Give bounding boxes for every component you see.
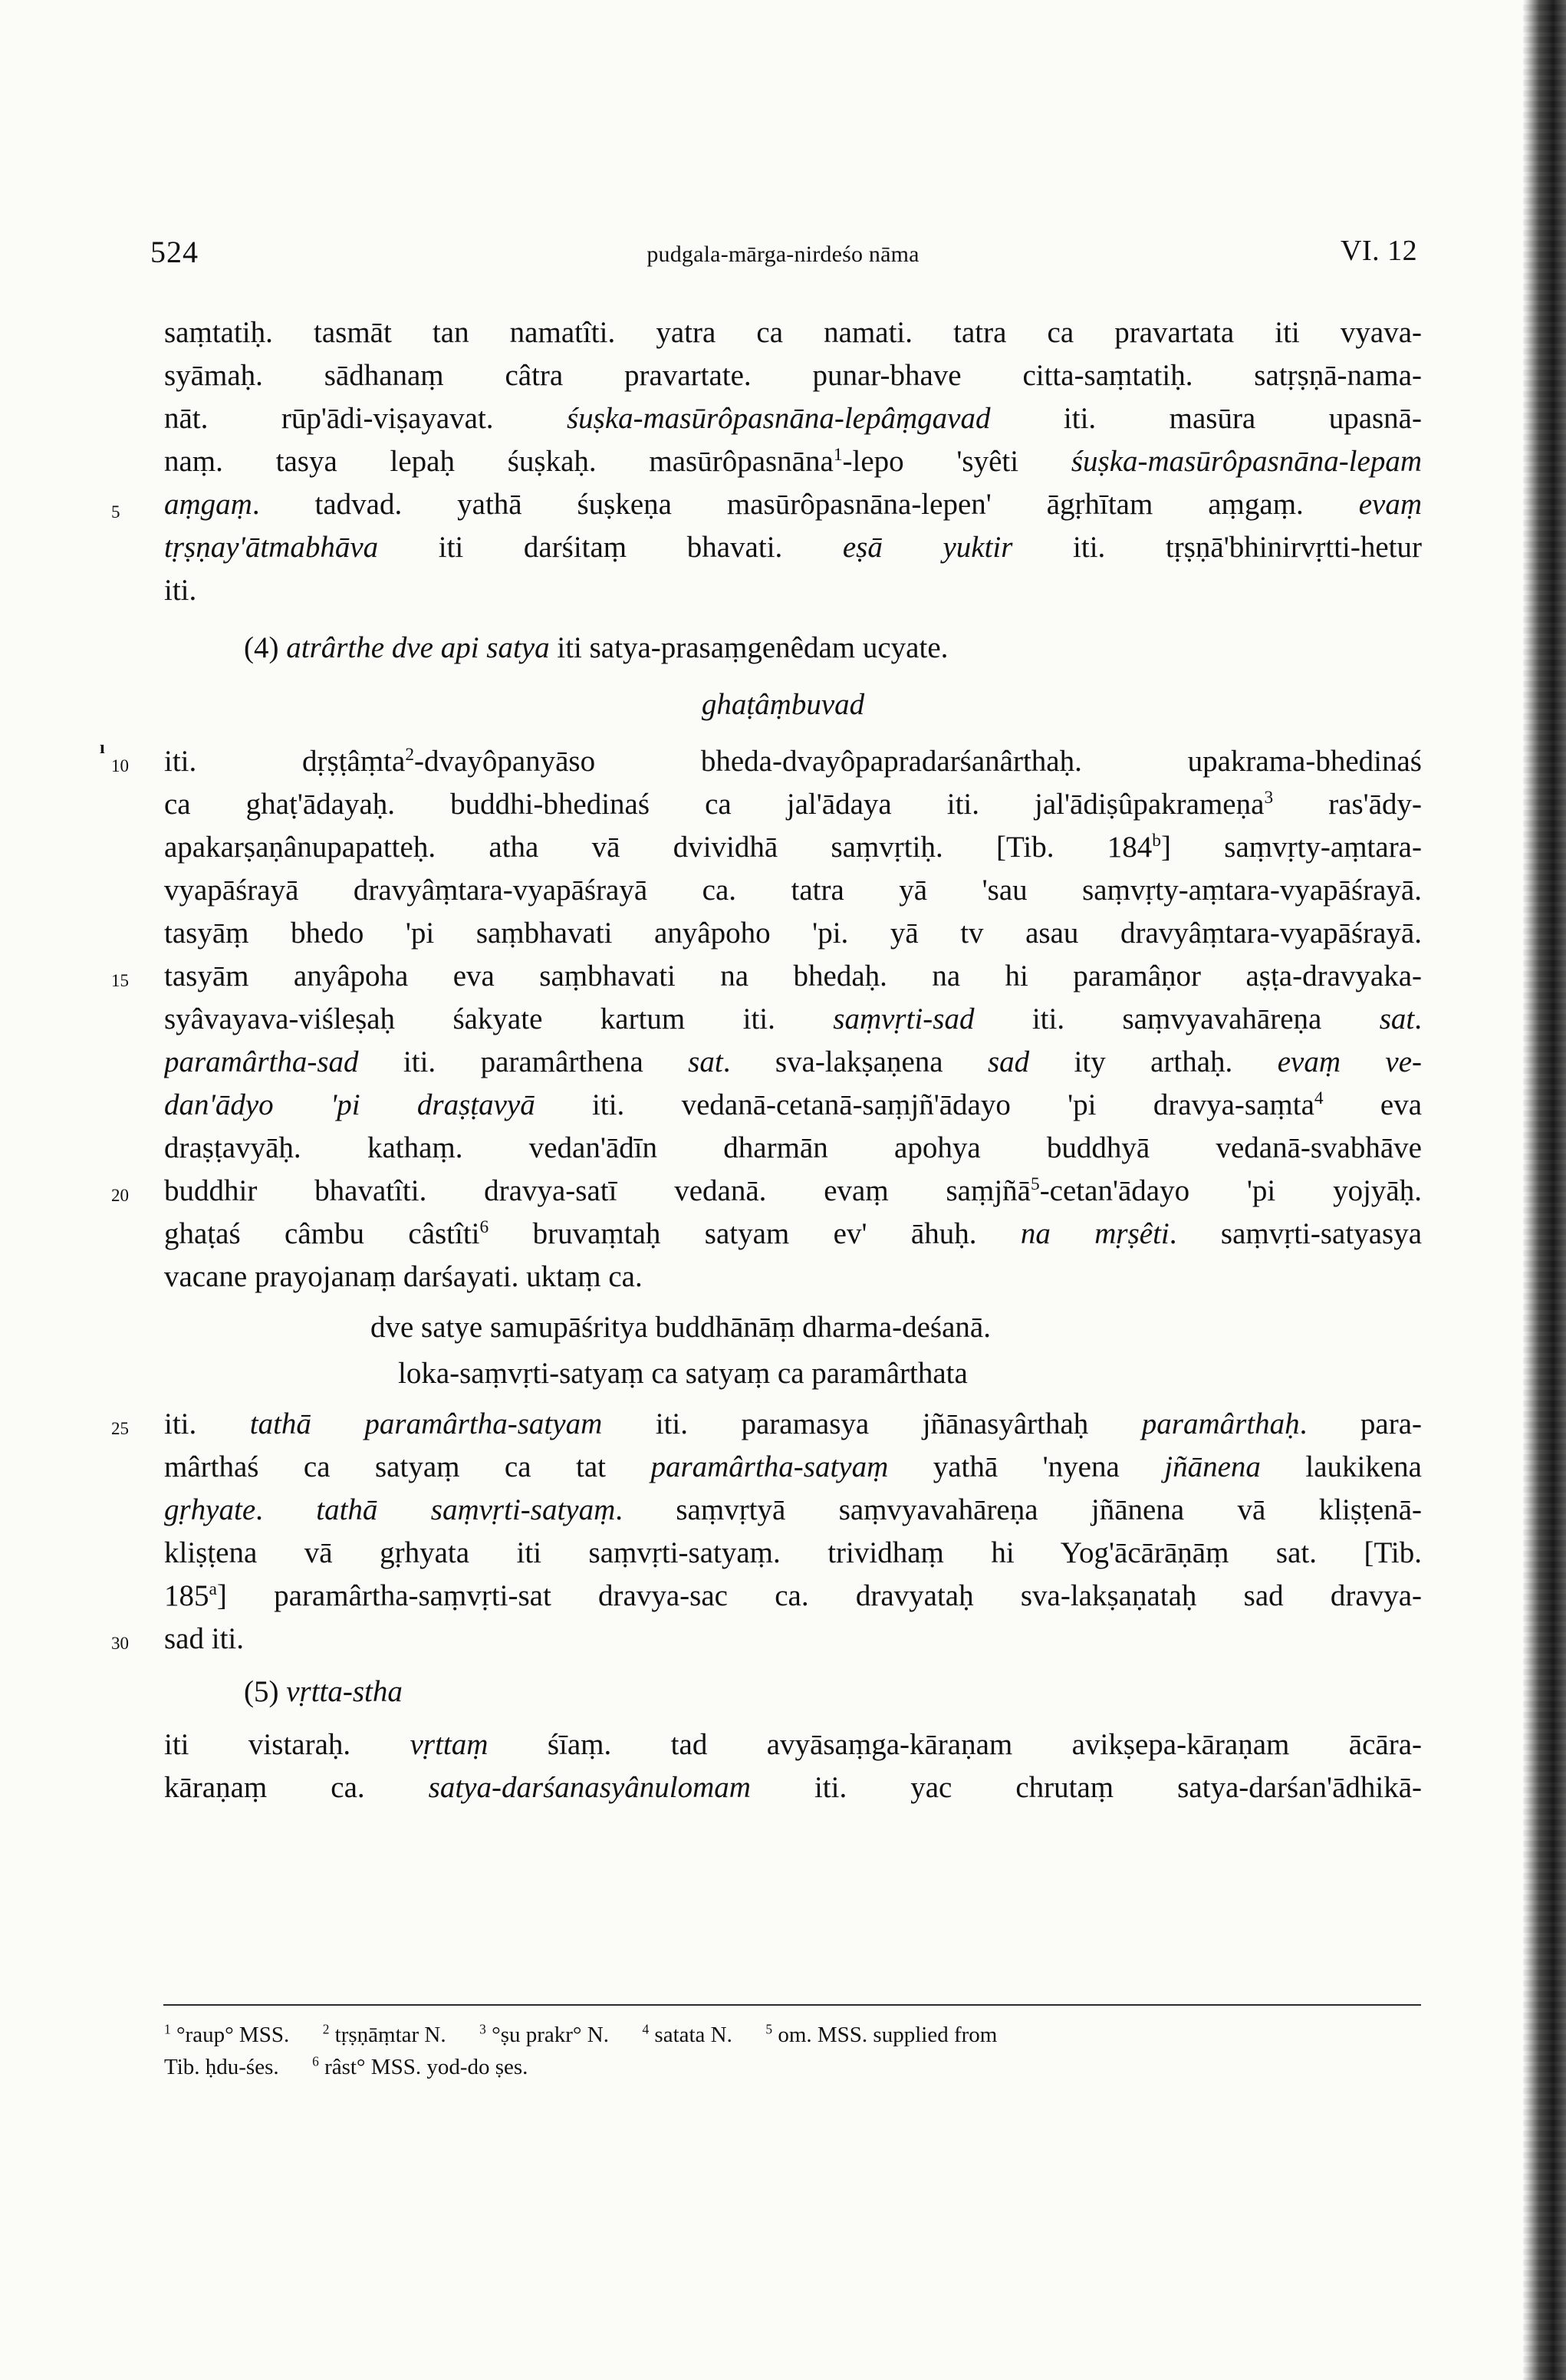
- text-line: ca ghaṭ'ādayaḥ. buddhi-bhedinaś ca jal'ādaya iti. jal'ādiṣûpakrameṇa$^3$ ras'ādy-: [164, 788, 1422, 821]
- line-number: 20: [111, 1186, 129, 1205]
- text-line: saṃtatiḥ. tasmāt tan namatîti. yatra ca namati. tatra ca pravartata iti vyava-: [164, 316, 1422, 349]
- verse-line: loka-saṃvṛti-satyaṃ ca satyaṃ ca paramârthata: [398, 1357, 968, 1390]
- text-line: syâvayava-viśleṣaḥ śakyate kartum iti. saṃvṛti-sad iti. saṃvyavahāreṇa sat.: [164, 1002, 1422, 1035]
- text-line: ghaṭaś câmbu câstîti$^6$ bruvaṃtaḥ satyam ev' āhuḥ. na mṛṣêti. saṃvṛti-satyasya: [164, 1217, 1422, 1250]
- section-heading: (5) vṛtta-stha: [244, 1675, 403, 1708]
- text-line: tṛṣṇay'ātmabhāva iti darśitaṃ bhavati. eṣā yuktir iti. tṛṣṇā'bhinirvṛtti-hetur: [164, 531, 1422, 564]
- text-line: iti.: [164, 574, 197, 607]
- text-line: gṛhyate. tathā saṃvṛti-satyaṃ. saṃvṛtyā saṃvyavahāreṇa jñānena vā kliṣṭenā-: [164, 1493, 1422, 1526]
- line-number: 15: [111, 971, 129, 990]
- text-line: draṣṭavyāḥ. kathaṃ. vedan'ādīn dharmān apohya buddhyā vedanā-svabhāve: [164, 1131, 1422, 1164]
- text-line: nāt. rūp'ādi-viṣayavat. śuṣka-masūrôpasnāna-lepâṃgavad iti. masūra upasnā-: [164, 402, 1422, 435]
- page-number: 524: [150, 235, 199, 269]
- text-line: paramârtha-sad iti. paramârthena sat. sva-lakṣaṇena sad ity arthaḥ. evaṃ ve-: [164, 1045, 1422, 1078]
- running-title: pudgala-mārga-nirdeśo nāma: [646, 242, 920, 267]
- text-line: kliṣṭena vā gṛhyata iti saṃvṛti-satyaṃ. trividhaṃ hi Yog'ācārāṇāṃ sat. [Tib.: [164, 1536, 1422, 1569]
- text-line: iti. tathā paramârtha-satyam iti. paramasya jñānasyârthaḥ paramârthaḥ. para-: [164, 1407, 1422, 1440]
- text-line: buddhir bhavatîti. dravya-satī vedanā. evaṃ saṃjñā$^5$-cetan'ādayo 'pi yojyāḥ.: [164, 1174, 1422, 1207]
- footnote-line: $^1$ °raup° MSS. $^2$ tṛṣṇāṃtar N. $^3$ °ṣu prakr° N. $^4$ satata N. $^5$ om. MSS. supplied from: [164, 2021, 998, 2047]
- text-line: tasyām anyâpoha eva saṃbhavati na bhedaḥ. na hi paramâṇor aṣṭa-dravyaka-: [164, 960, 1422, 992]
- text-line: iti. dṛṣṭâṃta$^2$-dvayôpanyāso bheda-dvayôpapradarśanârthaḥ. upakrama-bhedinaś: [164, 745, 1422, 778]
- line-number: 30: [111, 1634, 129, 1653]
- line-number: 10: [111, 756, 129, 775]
- section-number: VI. 12: [1341, 235, 1418, 267]
- text-line: vyapāśrayā dravyâṃtara-vyapāśrayā ca. tatra yā 'sau saṃvṛty-aṃtara-vyapāśrayā.: [164, 874, 1422, 907]
- text-line: vacane prayojanaṃ darśayati. uktaṃ ca.: [164, 1260, 643, 1293]
- line-number: 25: [111, 1419, 129, 1438]
- section-heading: (4) atrârthe dve api satya iti satya-prasaṃgenêdam ucyate.: [244, 631, 949, 664]
- text-line: tasyāṃ bhedo 'pi saṃbhavati anyâpoho 'pi. yā tv asau dravyâṃtara-vyapāśrayā.: [164, 917, 1422, 950]
- text-line: naṃ. tasya lepaḥ śuṣkaḥ. masūrôpasnāna$^1$-lepo 'syêti śuṣka-masūrôpasnāna-lepam: [164, 445, 1422, 478]
- margin-mark: ı: [100, 738, 105, 758]
- text-line: apakarṣaṇânupapatteḥ. atha vā dvividhā saṃvṛtiḥ. [Tib. 184$^b$] saṃvṛty-aṃtara-: [164, 831, 1422, 864]
- text-line: aṃgaṃ. tadvad. yathā śuṣkeṇa masūrôpasnāna-lepen' āgṛhītam aṃgaṃ. evaṃ: [164, 488, 1422, 521]
- verse-line: dve satye samupāśritya buddhānāṃ dharma-deśanā.: [370, 1311, 991, 1344]
- text-line: sad iti.: [164, 1622, 244, 1655]
- footnote-divider: [163, 2004, 1421, 2006]
- text-line: syāmaḥ. sādhanaṃ câtra pravartate. punar-bhave citta-saṃtatiḥ. satṛṣṇā-nama-: [164, 359, 1422, 392]
- text-line: mârthaś ca satyaṃ ca tat paramârtha-satyaṃ yathā 'nyena jñānena laukikena: [164, 1450, 1422, 1483]
- footnote-line: Tib. ḥdu-śes. $^6$ râst° MSS. yod-do ṣes.: [164, 2053, 528, 2079]
- lemma: ghaṭâṃbuvad: [701, 688, 865, 721]
- text-line: dan'ādyo 'pi draṣṭavyā iti. vedanā-cetanā-saṃjñ'ādayo 'pi dravya-saṃta$^4$ eva: [164, 1088, 1422, 1121]
- line-number: 5: [111, 502, 120, 522]
- text-line: iti vistaraḥ. vṛttaṃ śīaṃ. tad avyāsaṃga-kāraṇam avikṣepa-kāraṇam ācāra-: [164, 1728, 1422, 1761]
- text-line: kāraṇaṃ ca. satya-darśanasyânulomam iti. yac chrutaṃ satya-darśan'ādhikā-: [164, 1771, 1422, 1804]
- text-line: 185$^a$] paramârtha-saṃvṛti-sat dravya-sac ca. dravyataḥ sva-lakṣaṇataḥ sad dravya-: [164, 1579, 1422, 1612]
